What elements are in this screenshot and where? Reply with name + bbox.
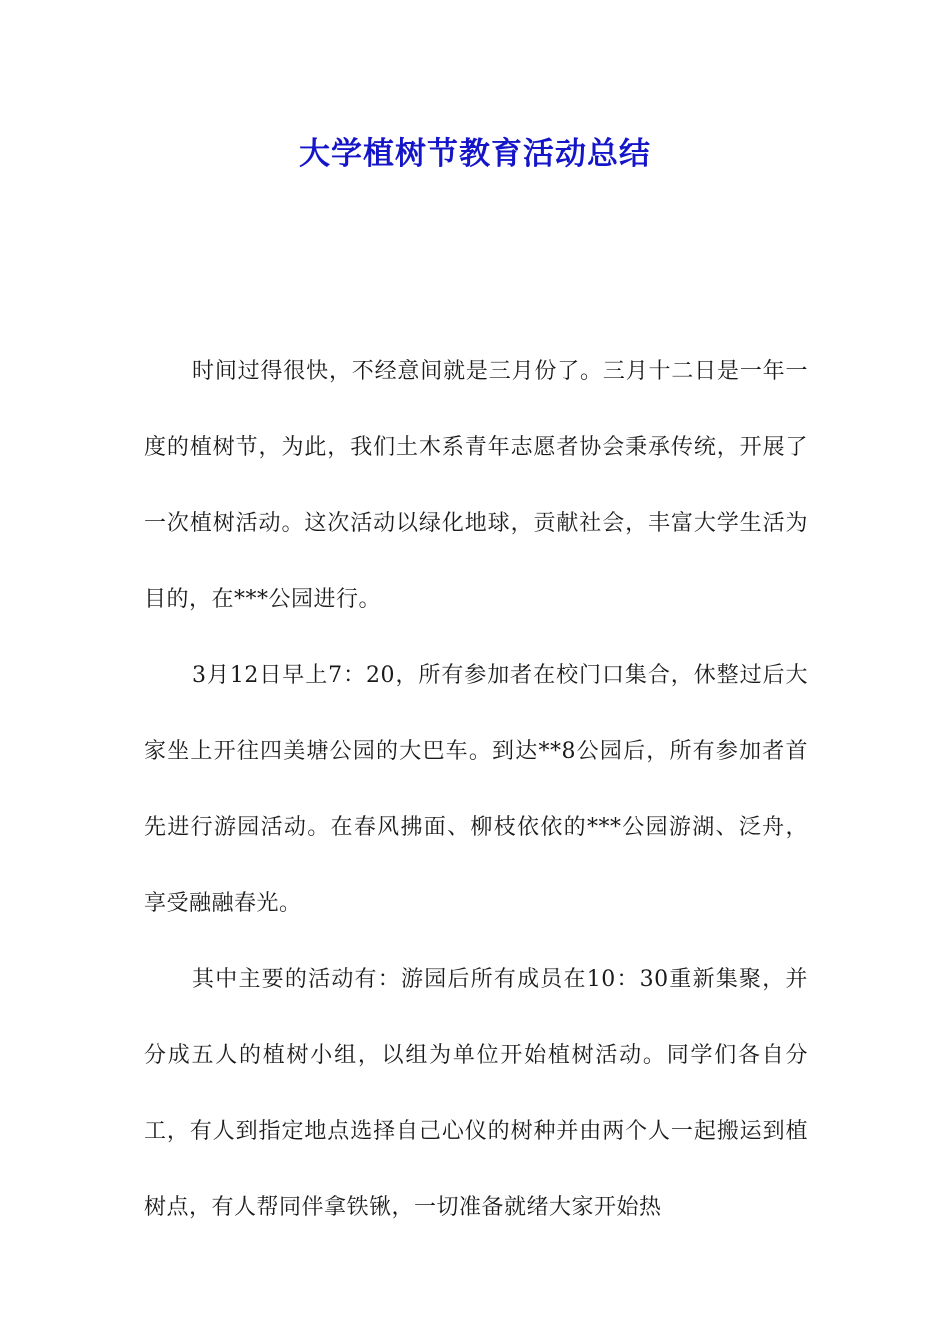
paragraph-3: 其中主要的活动有：游园后所有成员在10：30重新集聚，并分成五人的植树小组，以组为单位开始植树活动。同学们各自分工，有人到指定地点选择自己心仪的树种并由两个人一起搬运到植树点，有人帮同伴拿铁锹，一切准备就绪大家开始热	[144, 967, 808, 1220]
document-title: 大学植树节教育活动总结	[299, 136, 651, 172]
paragraph-2: 3月12日早上7：20，所有参加者在校门口集合，休整过后大家坐上开往四美塘公园的大巴车。到达**8公园后，所有参加者首先进行游园活动。在春风拂面、柳枝依依的***公园游湖、泛舟，享受融融春光。	[144, 663, 808, 916]
paragraph-1: 时间过得很快，不经意间就是三月份了。三月十二日是一年一度的植树节，为此，我们土木系青年志愿者协会秉承传统，开展了一次植树活动。这次活动以绿化地球，贡献社会，丰富大学生活为目的，在***公园进行。	[144, 359, 808, 612]
document-body	[144, 334, 808, 1246]
